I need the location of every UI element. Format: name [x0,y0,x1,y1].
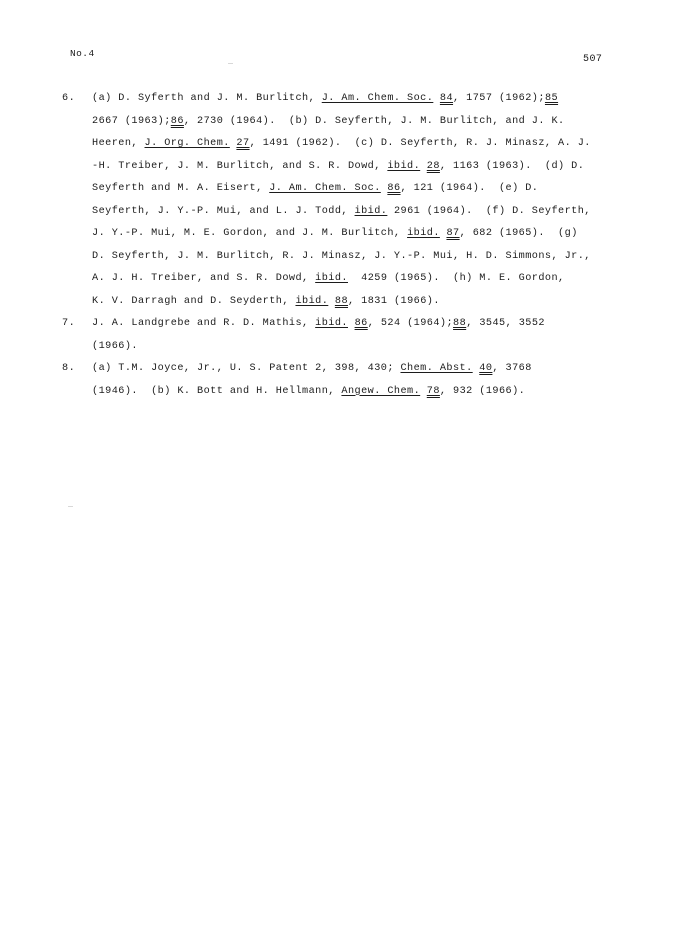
journal-title: ibid. [295,295,329,307]
citation-text: J. Y.-P. Mui, M. E. Gordon, and J. M. Burlitch, [92,228,408,239]
citation-text: , 1163 (1963). (d) D. [439,160,585,172]
journal-title: ibid. [315,273,348,284]
reference-number: 6. [62,93,76,104]
volume-number: 86 [170,115,184,127]
reference-line [92,156,622,179]
journal-issue-label: No.4 [70,48,95,59]
volume-number: 78 [426,385,440,397]
reference-line [92,88,622,111]
citation-text: (1946). (b) K. Bott and H. Hellmann, [92,385,342,397]
page-number: 507 [583,54,603,65]
citation-text [420,161,427,172]
volume-number: 88 [453,318,467,329]
reference-list [62,88,622,403]
volume-number: 40 [479,363,493,374]
reference-line [92,111,622,134]
reference-line [92,223,622,246]
scan-speck [228,63,233,64]
volume-number: 27 [236,138,250,149]
reference-line [92,358,622,381]
citation-text: 2961 (1964). (f) D. Seyferth, [387,205,591,217]
citation-text: , 1757 (1962); [453,93,545,104]
citation-text [348,318,355,329]
volume-number: 28 [426,160,440,172]
citation-text: , 121 (1964). (e) D. [400,183,539,194]
volume-number: 85 [544,93,559,104]
volume-number: 86 [354,318,368,329]
reference-entry [62,88,622,313]
citation-text: Heeren, [92,138,145,149]
scan-speck [68,506,73,507]
reference-line [92,268,622,291]
reference-number: 7. [62,318,76,329]
citation-text: K. V. Darragh and D. Seyderth, [92,295,296,307]
citation-text [328,296,335,307]
reference-line [92,201,622,224]
citation-text [420,386,427,397]
reference-line [92,133,622,156]
citation-text: D. Seyferth, J. M. Burlitch, R. J. Minasz, J. Y.-P. Mui, H. D. Simmons, Jr., [92,250,591,262]
citation-text: -H. Treiber, J. M. Burlitch, and S. R. Dowd, [92,160,388,172]
reference-line [92,381,622,404]
citation-text [433,93,440,104]
citation-text: 2667 (1963); [92,115,171,127]
journal-title: ibid. [387,160,421,172]
citation-text: 4259 (1965). (h) M. E. Gordon, [348,273,565,284]
journal-title: J. Am. Chem. Soc. [269,183,381,194]
journal-title: ibid. [407,228,440,239]
citation-text: A. J. H. Treiber, and S. R. Dowd, [92,273,316,284]
citation-text: Seyferth and M. A. Eisert, [92,183,270,194]
citation-text: , 682 (1965). (g) [459,228,578,239]
reference-entry [62,358,622,403]
reference-number: 8. [62,363,76,374]
journal-title: ibid. [315,318,348,329]
citation-text: , 524 (1964); [367,318,454,329]
journal-title: ibid. [354,205,388,217]
reference-entry [62,313,622,358]
citation-text: (a) T.M. Joyce, Jr., U. S. Patent 2, 398, 430; [92,363,401,374]
journal-title: J. Org. Chem. [144,138,230,149]
journal-title: Chem. Abst. [400,363,473,374]
reference-line [92,178,622,201]
journal-title: Angew. Chem. [341,385,421,397]
citation-text: , 1491 (1962). (c) D. Seyferth, R. J. Minasz, A. J. [249,138,591,149]
volume-number: 86 [387,183,401,194]
citation-text: J. A. Landgrebe and R. D. Mathis, [92,318,316,329]
citation-text: , 932 (1966). [439,385,526,397]
reference-line [92,246,622,269]
citation-text: , 2730 (1964). (b) D. Seyferth, J. M. Burlitch, and J. K. [183,115,565,127]
citation-text: Seyferth, J. Y.-P. Mui, and L. J. Todd, [92,205,355,217]
reference-line [92,291,622,314]
journal-title: J. Am. Chem. Soc. [321,93,434,104]
citation-text: (a) D. Syferth and J. M. Burlitch, [92,93,322,104]
volume-number: 87 [446,228,460,239]
citation-text: (1966). [92,340,138,352]
citation-text: , 3768 [492,363,532,374]
reference-line [92,313,622,336]
reference-line [92,336,622,359]
volume-number: 84 [439,93,454,104]
citation-text: , 3545, 3552 [466,318,545,329]
volume-number: 88 [334,295,349,307]
citation-text: , 1831 (1966). [348,295,440,307]
